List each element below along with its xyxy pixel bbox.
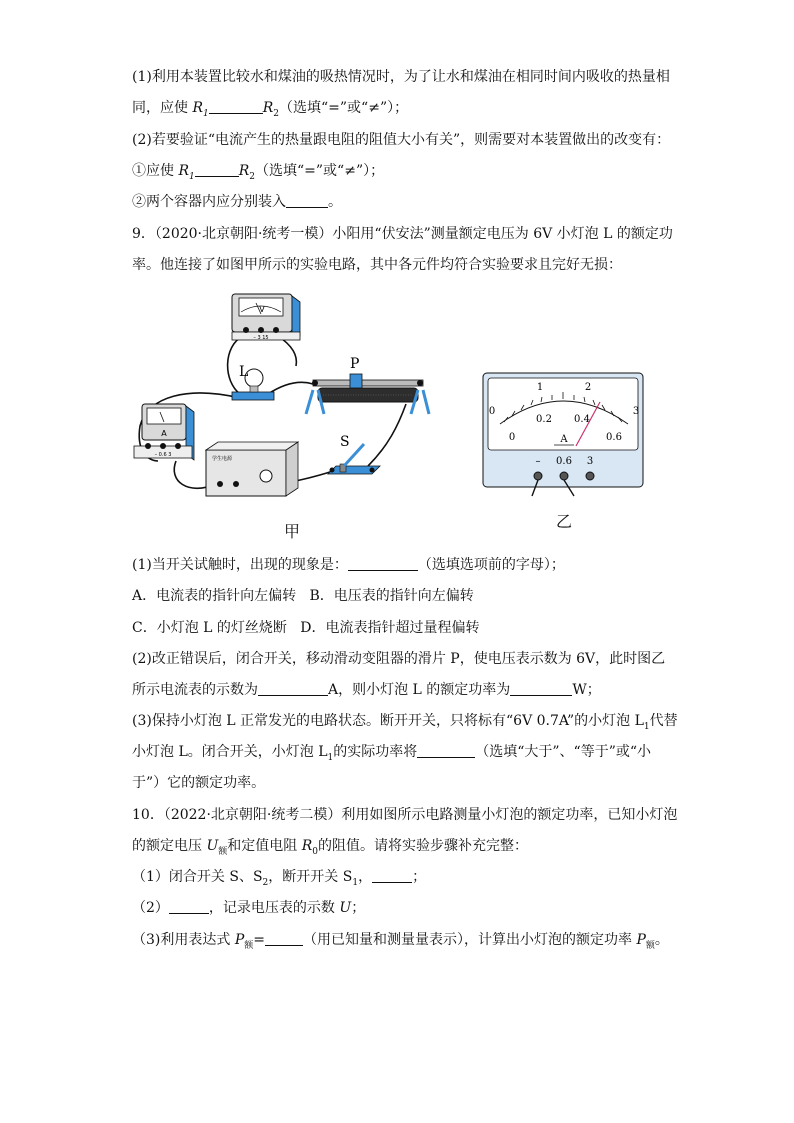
- q10-s2: （2） ，记录电压表的示数 U；: [132, 900, 366, 916]
- voltmeter-label: V: [259, 305, 265, 314]
- figure-jia-caption: 甲: [284, 522, 301, 541]
- voltmeter-terminals: – 3 15: [253, 335, 269, 341]
- q8-line-3: (2)若要验证“电流产生的热量跟电阻的阻值大小有关”，则需要对本装置做出的改变有：: [132, 132, 671, 148]
- q9-s2-line1: (2)改正错误后，闭合开关，移动滑动变阻器的滑片 P，使电压表示数为 6V，此时图乙: [132, 651, 666, 667]
- q9-options-ab: A．电流表的指针向左偏转 B．电压表的指针向左偏转: [132, 588, 474, 604]
- q10-s3: （3)利用表达式 $P_额=$ （用已知量和测量量表示），计算出小灯泡的额定功率 $P_额$。: [132, 932, 669, 951]
- ammeter-label: A: [161, 429, 167, 438]
- q9-line-1: 9．（2020·北京朝阳·统考一模）小阳用“伏安法”测量额定电压为 6V 小灯泡 L 的额定功: [132, 226, 673, 242]
- power-supply: [206, 442, 298, 496]
- answer-blank[interactable]: [209, 99, 263, 114]
- answer-blank[interactable]: [195, 162, 239, 177]
- dial-top-tick: 1: [536, 382, 544, 393]
- lamp-label: L: [239, 364, 249, 380]
- answer-blank[interactable]: [265, 931, 303, 946]
- q9-s3-line2: 小灯泡 L。闭合开关，小灯泡 $L_1$的实际功率将 （选填“大于”、“等于”或“小: [132, 744, 652, 763]
- q9-options-cd: C．小灯泡 L 的灯丝烧断 D．电流表指针超过量程偏转: [132, 620, 480, 636]
- rheostat: [306, 356, 429, 414]
- ammeter-terminals: – 0.6 3: [154, 452, 172, 458]
- q9-s1: (1)当开关试触时，出现的现象是： （选填选项前的字母）；: [132, 557, 565, 573]
- answer-blank[interactable]: [286, 193, 328, 208]
- dial-bottom-tick: 0.2: [536, 414, 552, 425]
- q8-line-4: ①应使 $R_1$ $R_2$（选填“=”或“≠”）；: [132, 163, 385, 182]
- switch-label: S: [340, 434, 350, 450]
- q10-line-1: 10．（2022·北京朝阳·统考二模）利用如图所示电路测量小灯泡的额定功率，已知小灯泡: [132, 807, 678, 823]
- q9-line-2: 率。他连接了如图甲所示的实验电路，其中各元件均符合实验要求且完好无损：: [132, 257, 622, 273]
- q10-line-2: 的额定电压 $U_额$和定值电阻 $R_0$的阻值。请将实验步骤补充完整：: [132, 838, 529, 857]
- ammeter: [134, 404, 194, 460]
- dial-bottom-tick: 0: [508, 432, 516, 443]
- dial-unit: A: [560, 434, 568, 445]
- terminal-knob: [586, 472, 594, 480]
- q8-line-5: ②两个容器内应分别装入 。: [132, 194, 342, 210]
- answer-blank[interactable]: [372, 868, 412, 883]
- switch-S: [328, 434, 380, 474]
- q9-s2-line2: 所示电流表的示数为 A，则小灯泡 L 的额定功率为 W；: [132, 682, 601, 698]
- q10-s1: （1）闭合开关 S、$S_2$，断开开关 $S_1$， ；: [132, 869, 427, 888]
- q9-s3-line1: (3)保持小灯泡 L 正常发光的电路状态。断开开关，只将标有“6V 0.7A”的小灯泡 $L_1$代替: [132, 713, 678, 732]
- lamp-L: [232, 364, 274, 400]
- terminal-knob: [534, 472, 542, 480]
- terminal-knob: [560, 472, 568, 480]
- q8-line-2: 同，应使 $R_1$ $R_2$（选填“=”或“≠”）；: [132, 100, 409, 119]
- dial-terminal-label: 0.6: [556, 456, 572, 467]
- q8-line-1: (1)利用本装置比较水和煤油的吸热情况时，为了让水和煤油在相同时间内吸收的热量相: [132, 69, 670, 85]
- q9-s3-line3: 于”）它的额定功率。: [132, 775, 266, 791]
- dial-terminal-label: 3: [586, 456, 594, 467]
- dial-top-tick: 3: [632, 406, 640, 417]
- dial-top-tick: 2: [584, 382, 592, 393]
- circuit-figure: [128, 286, 448, 506]
- dial-top-tick: 0: [488, 406, 496, 417]
- answer-blank[interactable]: [169, 899, 209, 914]
- slider-label: P: [350, 356, 360, 372]
- voltmeter: [232, 294, 300, 341]
- dial-bottom-tick: 0.4: [574, 414, 590, 425]
- answer-blank[interactable]: [348, 556, 418, 571]
- dial-bottom-tick: 0.6: [606, 432, 622, 443]
- answer-blank[interactable]: [258, 681, 328, 696]
- answer-blank[interactable]: [417, 743, 475, 758]
- dial-terminal-label: –: [535, 456, 541, 467]
- figure-yi-caption: 乙: [556, 512, 573, 531]
- answer-blank[interactable]: [510, 681, 572, 696]
- supply-label: 学生电源: [212, 456, 233, 462]
- ammeter-dial-figure: [482, 372, 644, 498]
